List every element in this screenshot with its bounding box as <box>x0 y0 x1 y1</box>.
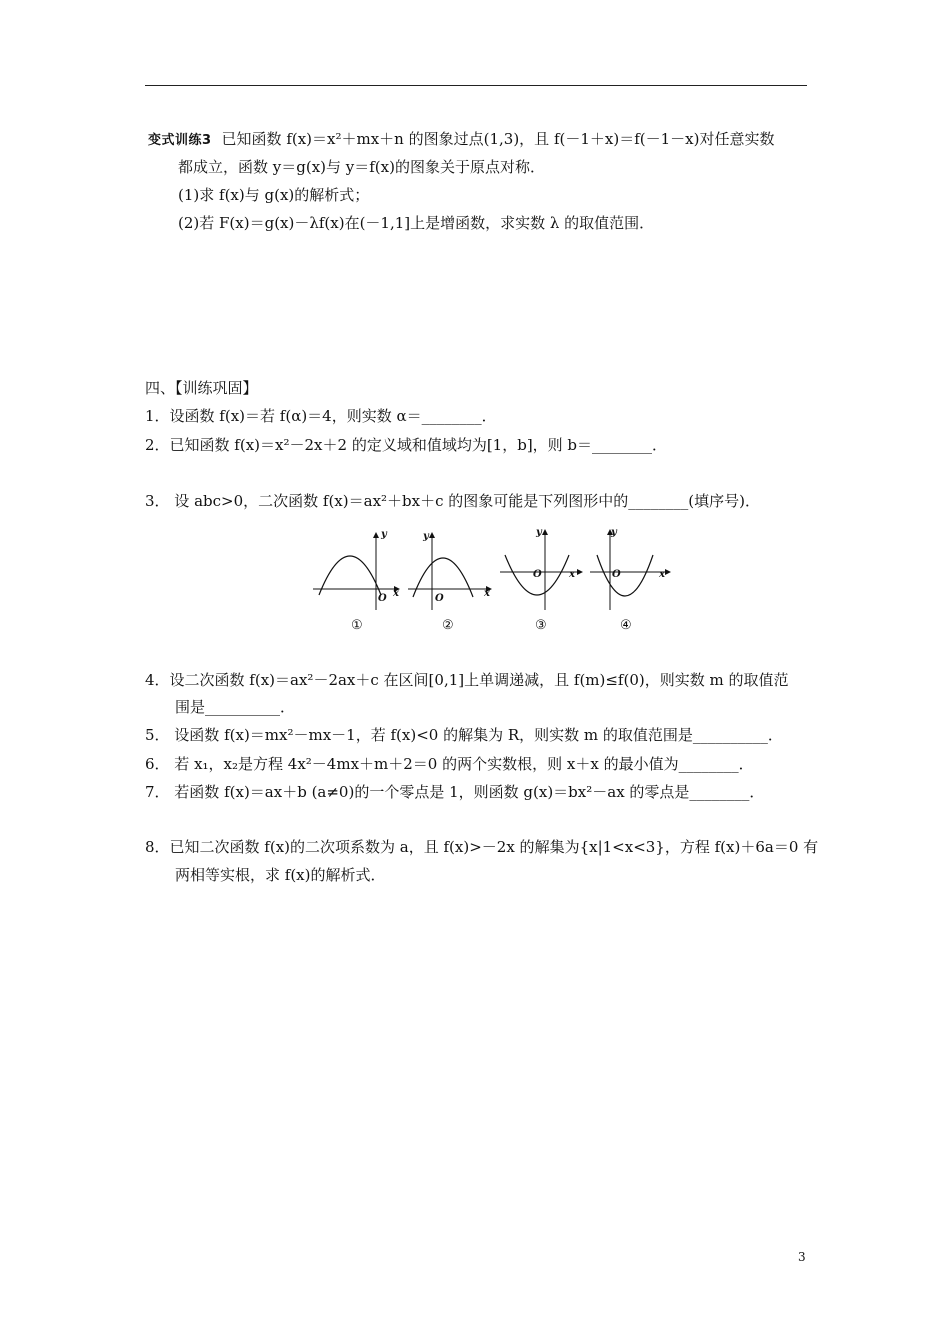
variant-tag: 变式训练3 <box>148 133 212 148</box>
graph-2-label: ② <box>442 618 454 633</box>
graph-3-origin: O <box>533 569 542 580</box>
header-rule <box>145 85 807 86</box>
problem-2: 2．已知函数 f(x)＝x²－2x＋2 的定义域和值域均为[1，b]，则 b＝________． <box>145 436 668 454</box>
variant-line-2: 都成立，函数 y＝g(x)与 y＝f(x)的图象关于原点对称． <box>178 158 545 176</box>
graph-3-x-label: x <box>569 569 575 580</box>
graph-4 <box>590 527 670 633</box>
graph-2-origin: O <box>435 593 444 604</box>
graph-2 <box>408 531 491 633</box>
graph-1-origin: O <box>378 593 387 604</box>
graph-2-y-label: y <box>423 531 429 542</box>
graph-1-x-label: x <box>393 588 399 599</box>
variant-line-1 <box>148 129 774 151</box>
variant-text-1: 已知函数 f(x)＝x²＋mx＋n 的图象过点(1,3)，且 f(－1＋x)＝f(－1－x)对任意实数 <box>221 130 775 148</box>
variant-question-2: (2)若 F(x)＝g(x)－λf(x)在(－1,1]上是增函数，求实数 λ 的取值范围． <box>178 214 655 232</box>
problem-4-line-2: 围是__________． <box>175 698 296 716</box>
section-title: 四、【训练巩固】 <box>145 379 258 397</box>
graph-2-x-label: x <box>484 588 490 599</box>
graph-4-x-label: x <box>659 569 665 580</box>
graph-4-y-label: y <box>611 527 617 538</box>
graph-1-label: ① <box>351 618 363 633</box>
graph-4-label: ④ <box>620 618 632 633</box>
graph-3-y-label: y <box>536 527 542 538</box>
page-number: 3 <box>798 1250 806 1264</box>
problem-8-line-1: 8．已知二次函数 f(x)的二次项系数为 a，且 f(x)>－2x 的解集为{x|1<x<3}，方程 f(x)＋6a＝0 有 <box>145 838 819 856</box>
graph-3 <box>500 527 582 633</box>
graph-1 <box>313 529 400 633</box>
problem-1: 1．设函数 f(x)＝若 f(α)＝4，则实数 α＝________． <box>145 407 497 425</box>
parabola-figure <box>305 525 675 640</box>
problem-5: 5． 设函数 f(x)＝mx²－mx－1，若 f(x)<0 的解集为 R，则实数 m 的取值范围是__________． <box>145 726 783 744</box>
graph-3-label: ③ <box>535 618 547 633</box>
problem-4-line-1: 4．设二次函数 f(x)＝ax²－2ax＋c 在区间[0,1]上单调递减，且 f(m)≤f(0)，则实数 m 的取值范 <box>145 671 789 689</box>
problem-3: 3． 设 abc>0，二次函数 f(x)＝ax²＋bx＋c 的图象可能是下列图形中的________(填序号)． <box>145 492 760 510</box>
graph-4-origin: O <box>612 569 621 580</box>
problem-7: 7． 若函数 f(x)＝ax＋b (a≠0)的一个零点是 1，则函数 g(x)＝bx²－ax 的零点是________． <box>145 783 765 801</box>
graph-1-y-label: y <box>381 529 387 540</box>
problem-6: 6． 若 x₁，x₂是方程 4x²－4mx＋m＋2＝0 的两个实数根，则 x＋x 的最小值为________． <box>145 755 754 773</box>
problem-8-line-2: 两相等实根，求 f(x)的解析式． <box>175 866 386 884</box>
variant-question-1: (1)求 f(x)与 g(x)的解析式； <box>178 186 370 204</box>
